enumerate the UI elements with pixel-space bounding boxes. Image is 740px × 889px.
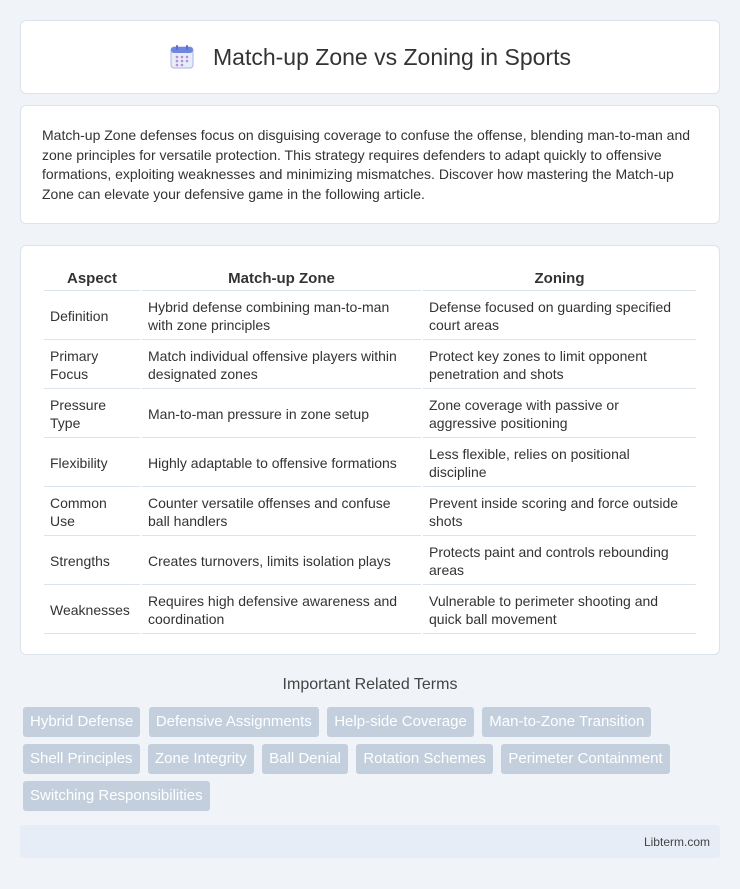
header-aspect: Aspect — [44, 266, 140, 291]
header-match-up-zone: Match-up Zone — [142, 266, 421, 291]
table-row — [44, 587, 696, 634]
related-term-tag[interactable]: Defensive Assignments — [149, 707, 319, 737]
aspect-cell: Strengths — [44, 538, 140, 585]
zoning-cell: Vulnerable to perimeter shooting and quick ball movement — [423, 587, 696, 634]
related-term-tag[interactable]: Zone Integrity — [148, 744, 254, 774]
related-term-tag[interactable]: Man-to-Zone Transition — [482, 707, 651, 737]
related-term-tag[interactable]: Switching Responsibilities — [23, 781, 210, 811]
table-row — [44, 391, 696, 438]
zoning-cell: Defense focused on guarding specified court areas — [423, 293, 696, 340]
table-row — [44, 489, 696, 536]
match-up-zone-cell: Highly adaptable to offensive formations — [142, 440, 421, 487]
related-terms-title: Important Related Terms — [282, 676, 458, 693]
related-term-tag[interactable]: Ball Denial — [262, 744, 348, 774]
table-row — [44, 440, 696, 487]
aspect-cell: Definition — [44, 293, 140, 340]
table-row — [44, 538, 696, 585]
zoning-cell: Protects paint and controls rebounding areas — [423, 538, 696, 585]
aspect-cell: Pressure Type — [44, 391, 140, 438]
related-term-tag[interactable]: Hybrid Defense — [23, 707, 140, 737]
intro-text: Match-up Zone defenses focus on disguising coverage to confuse the offense, blending man-to-man and zone principles for versatile protection. This strategy requires defenders to adapt quickly to offensive formations, exploiting weaknesses and minimizing mismatches. Discover how mastering the Match-up Zone can elevate your defensive game in the following article. — [42, 127, 691, 202]
match-up-zone-cell: Counter versatile offenses and confuse ball handlers — [142, 489, 421, 536]
related-term-tag[interactable]: Rotation Schemes — [356, 744, 493, 774]
related-term-tag[interactable]: Perimeter Containment — [501, 744, 669, 774]
match-up-zone-cell: Match individual offensive players within designated zones — [142, 342, 421, 389]
match-up-zone-cell: Requires high defensive awareness and coordination — [142, 587, 421, 634]
footer-site-link[interactable]: Libterm.com — [643, 835, 710, 849]
comparison-table-card — [20, 245, 720, 655]
related-term-tag[interactable]: Help-side Coverage — [327, 707, 474, 737]
title-card — [20, 20, 720, 94]
header-zoning: Zoning — [423, 266, 696, 291]
zoning-cell: Prevent inside scoring and force outside shots — [423, 489, 696, 536]
related-terms-tags — [23, 707, 723, 818]
page-title: Match-up Zone vs Zoning in Sports — [213, 43, 571, 70]
match-up-zone-cell: Creates turnovers, limits isolation plays — [142, 538, 421, 585]
footer — [20, 825, 720, 858]
match-up-zone-cell: Hybrid defense combining man-to-man with zone principles — [142, 293, 421, 340]
related-term-tag[interactable]: Shell Principles — [23, 744, 140, 774]
aspect-cell: Common Use — [44, 489, 140, 536]
aspect-cell: Flexibility — [44, 440, 140, 487]
intro-card — [20, 105, 720, 224]
aspect-cell: Weaknesses — [44, 587, 140, 634]
calendar-icon — [169, 44, 195, 70]
table-header-row — [44, 266, 696, 291]
zoning-cell: Zone coverage with passive or aggressive positioning — [423, 391, 696, 438]
table-row — [44, 293, 696, 340]
zoning-cell: Less flexible, relies on positional discipline — [423, 440, 696, 487]
comparison-table — [42, 264, 698, 636]
table-row — [44, 342, 696, 389]
aspect-cell: Primary Focus — [44, 342, 140, 389]
match-up-zone-cell: Man-to-man pressure in zone setup — [142, 391, 421, 438]
zoning-cell: Protect key zones to limit opponent penetration and shots — [423, 342, 696, 389]
